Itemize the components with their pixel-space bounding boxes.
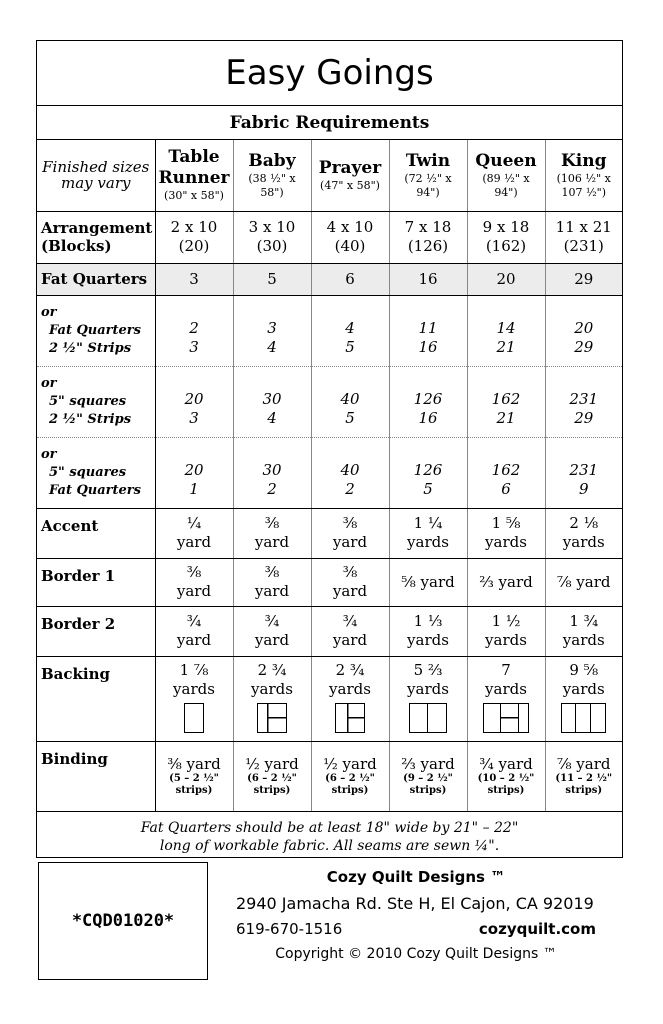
- table-cell: 7 yards: [467, 656, 545, 741]
- table-cell: ¾ yard (10 – 2 ½" strips): [467, 741, 545, 811]
- table-cell: 3: [155, 263, 233, 295]
- size-header-table-runner: Table Runner (30" x 58"): [155, 140, 233, 211]
- table-cell: 1 ⅓ yards: [389, 606, 467, 656]
- size-header-queen: Queen (89 ½" x 94"): [467, 140, 545, 211]
- table-cell: ⅜ yard: [311, 558, 389, 606]
- backing-layout-icon: [335, 703, 365, 733]
- backing-layout-icon: [561, 703, 606, 733]
- company-phone: 619-670-1516: [236, 920, 343, 938]
- border-1-row: [37, 558, 622, 606]
- fat-quarters-label: Fat Quarters: [37, 263, 155, 295]
- table-cell: 1 ⅝ yards: [467, 508, 545, 558]
- table-cell: 1 ¾ yards: [545, 606, 622, 656]
- border-2-row: [37, 606, 622, 656]
- size-header-king: King (106 ½" x 107 ½"): [545, 140, 622, 211]
- table-cell: ⅜ yard (5 – 2 ½" strips): [155, 741, 233, 811]
- alternative-row-1: [37, 295, 622, 366]
- backing-layout-icon: [184, 703, 204, 733]
- table-cell: ⅞ yard: [545, 558, 622, 606]
- company-name: Cozy Quilt Designs ™: [326, 868, 506, 886]
- pattern-title: Easy Goings: [37, 41, 622, 106]
- table-cell: ½ yard (6 – 2 ½" strips): [233, 741, 311, 811]
- alternative-label-1: or Fat Quarters 2 ½" Strips: [37, 295, 155, 366]
- table-cell: 231 9: [545, 437, 622, 508]
- header-row: [37, 140, 622, 211]
- table-cell: 2 ¾ yards: [311, 656, 389, 741]
- table-cell: 40 5: [311, 366, 389, 437]
- table-cell: 6: [311, 263, 389, 295]
- arrangement-row: [37, 211, 622, 263]
- table-cell: 5 ⅔ yards: [389, 656, 467, 741]
- table-cell: 16: [389, 263, 467, 295]
- backing-row: [37, 656, 622, 741]
- arrangement-label: Arrangement (Blocks): [37, 211, 155, 263]
- backing-label: Backing: [37, 656, 155, 741]
- size-header-prayer: Prayer (47" x 58"): [311, 140, 389, 211]
- binding-row: [37, 741, 622, 811]
- size-header-twin: Twin (72 ½" x 94"): [389, 140, 467, 211]
- alternative-label-2: or 5" squares 2 ½" Strips: [37, 366, 155, 437]
- footnote: Fat Quarters should be at least 18" wide by 21" – 22" long of workable fabric. All seams are sewn ¼".: [140, 820, 519, 854]
- table-cell: 3 x 10 (30): [233, 211, 311, 263]
- table-cell: 4 5: [311, 295, 389, 366]
- table-cell: 1 ¼ yards: [389, 508, 467, 558]
- table-cell: ⅔ yard (9 – 2 ½" strips): [389, 741, 467, 811]
- company-website-link[interactable]: cozyquilt.com: [478, 920, 596, 938]
- alternative-row-2: [37, 366, 622, 437]
- copyright: Copyright © 2010 Cozy Quilt Designs ™: [275, 946, 557, 962]
- table-cell: ¼ yard: [155, 508, 233, 558]
- company-info: [236, 868, 596, 970]
- fat-quarters-row: [37, 263, 622, 295]
- table-cell: 20 29: [545, 295, 622, 366]
- accent-row: [37, 508, 622, 558]
- table-cell: 2 ⅛ yards: [545, 508, 622, 558]
- backing-layout-icon: [483, 703, 529, 733]
- table-cell: 9 ⅝ yards: [545, 656, 622, 741]
- table-cell: 7 x 18 (126): [389, 211, 467, 263]
- table-cell: 20 1: [155, 437, 233, 508]
- table-cell: ⅔ yard: [467, 558, 545, 606]
- table-cell: 20: [467, 263, 545, 295]
- border-1-label: Border 1: [37, 558, 155, 606]
- backing-layout-icon: [257, 703, 287, 733]
- table-cell: 20 3: [155, 366, 233, 437]
- size-header-baby: Baby (38 ½" x 58"): [233, 140, 311, 211]
- table-cell: 30 4: [233, 366, 311, 437]
- table-cell: 1 ⅞ yards: [155, 656, 233, 741]
- table-cell: 2 ¾ yards: [233, 656, 311, 741]
- fabric-requirements-sheet: [36, 40, 623, 858]
- table-cell: 14 21: [467, 295, 545, 366]
- table-cell: 3 4: [233, 295, 311, 366]
- table-cell: 5: [233, 263, 311, 295]
- table-cell: ⅞ yard (11 – 2 ½" strips): [545, 741, 622, 811]
- binding-label: Binding: [37, 741, 155, 811]
- border-2-label: Border 2: [37, 606, 155, 656]
- table-cell: ⅜ yard: [311, 508, 389, 558]
- table-cell: 2 3: [155, 295, 233, 366]
- table-cell: 9 x 18 (162): [467, 211, 545, 263]
- table-cell: ⅜ yard: [155, 558, 233, 606]
- table-cell: 1 ½ yards: [467, 606, 545, 656]
- table-cell: 162 6: [467, 437, 545, 508]
- sku-box: *CQD01020*: [38, 862, 208, 980]
- company-address: 2940 Jamacha Rd. Ste H, El Cajon, CA 92019: [236, 894, 594, 913]
- requirements-table: [37, 140, 622, 812]
- table-cell: ⅜ yard: [233, 508, 311, 558]
- accent-label: Accent: [37, 508, 155, 558]
- backing-layout-icon: [409, 703, 447, 733]
- table-cell: 11 16: [389, 295, 467, 366]
- table-cell: 126 5: [389, 437, 467, 508]
- table-cell: 126 16: [389, 366, 467, 437]
- table-cell: 29: [545, 263, 622, 295]
- table-cell: ¾ yard: [233, 606, 311, 656]
- table-cell: ½ yard (6 – 2 ½" strips): [311, 741, 389, 811]
- table-cell: ⅜ yard: [233, 558, 311, 606]
- size-note-cell: Finished sizes may vary: [37, 140, 155, 211]
- table-cell: 11 x 21 (231): [545, 211, 622, 263]
- table-cell: ¾ yard: [311, 606, 389, 656]
- table-cell: ¾ yard: [155, 606, 233, 656]
- alternative-row-3: [37, 437, 622, 508]
- table-cell: 4 x 10 (40): [311, 211, 389, 263]
- section-subtitle: Fabric Requirements: [37, 106, 622, 140]
- alternative-label-3: or 5" squares Fat Quarters: [37, 437, 155, 508]
- table-cell: 162 21: [467, 366, 545, 437]
- table-cell: 40 2: [311, 437, 389, 508]
- table-cell: 231 29: [545, 366, 622, 437]
- table-cell: ⅝ yard: [389, 558, 467, 606]
- table-cell: 2 x 10 (20): [155, 211, 233, 263]
- table-cell: 30 2: [233, 437, 311, 508]
